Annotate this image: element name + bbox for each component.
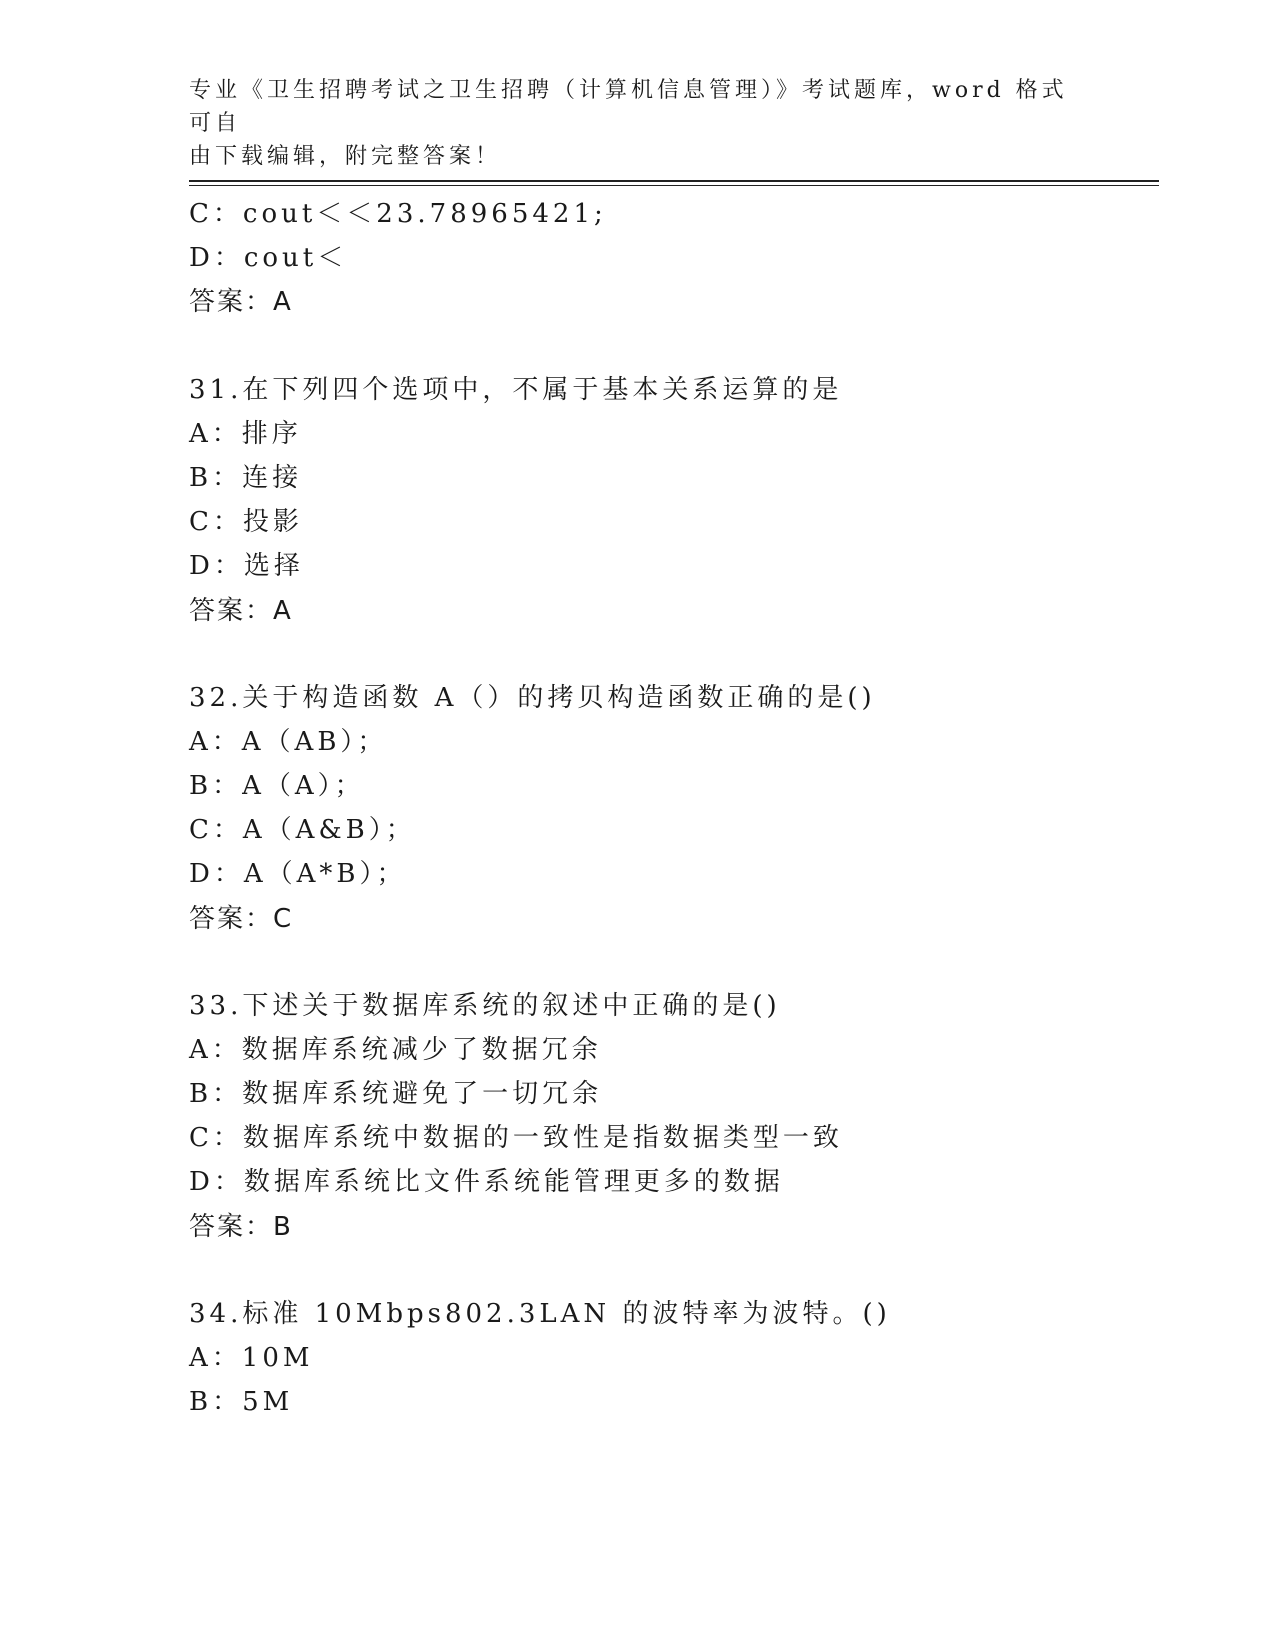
question-32-option-a: A：A（AB）； [189,727,388,757]
document-header [189,74,1069,173]
question-31-option-c: C：投影 [189,507,303,537]
question-32-answer: 答案：C [189,904,294,934]
question-32-option-b: B：A（A）； [189,771,365,801]
question-33-stem: 33.下述关于数据库系统的叙述中正确的是() [189,991,781,1021]
question-32-option-d: D：A（A*B）； [189,859,407,889]
question-34-option-a: A：10M [189,1343,314,1373]
question-33-answer: 答案：B [189,1212,293,1242]
question-33-option-d: D：数据库系统比文件系统能管理更多的数据 [189,1167,784,1197]
prev-option-c: C：cout＜＜23.78965421; [189,199,607,229]
header-divider-thin [189,185,1159,186]
question-32-stem: 32.关于构造函数 A（）的拷贝构造函数正确的是() [189,683,876,713]
header-line-2: 由下载编辑，附完整答案！ [189,144,502,169]
question-33-option-b: B：数据库系统避免了一切冗余 [189,1079,603,1109]
header-divider-thick [189,180,1159,182]
prev-answer: 答案：A [189,287,293,317]
question-31-option-d: D：选择 [189,551,304,581]
question-31-option-a: A：排序 [189,419,302,449]
question-34-stem: 34.标准 10Mbps802.3LAN 的波特率为波特。() [189,1299,891,1329]
question-32-option-c: C：A（A&B）； [189,815,416,845]
question-34-option-b: B：5M [189,1387,294,1417]
header-line-1: 专业《卫生招聘考试之卫生招聘（计算机信息管理）》考试题库，word 格式可自 [189,78,1068,136]
question-33-option-c: C：数据库系统中数据的一致性是指数据类型一致 [189,1123,843,1153]
question-33-option-a: A：数据库系统减少了数据冗余 [189,1035,602,1065]
question-31-stem: 31.在下列四个选项中，不属于基本关系运算的是 [189,375,843,405]
question-31-option-b: B：连接 [189,463,303,493]
question-31-answer: 答案：A [189,596,293,626]
prev-option-d: D：cout＜ [189,243,348,273]
